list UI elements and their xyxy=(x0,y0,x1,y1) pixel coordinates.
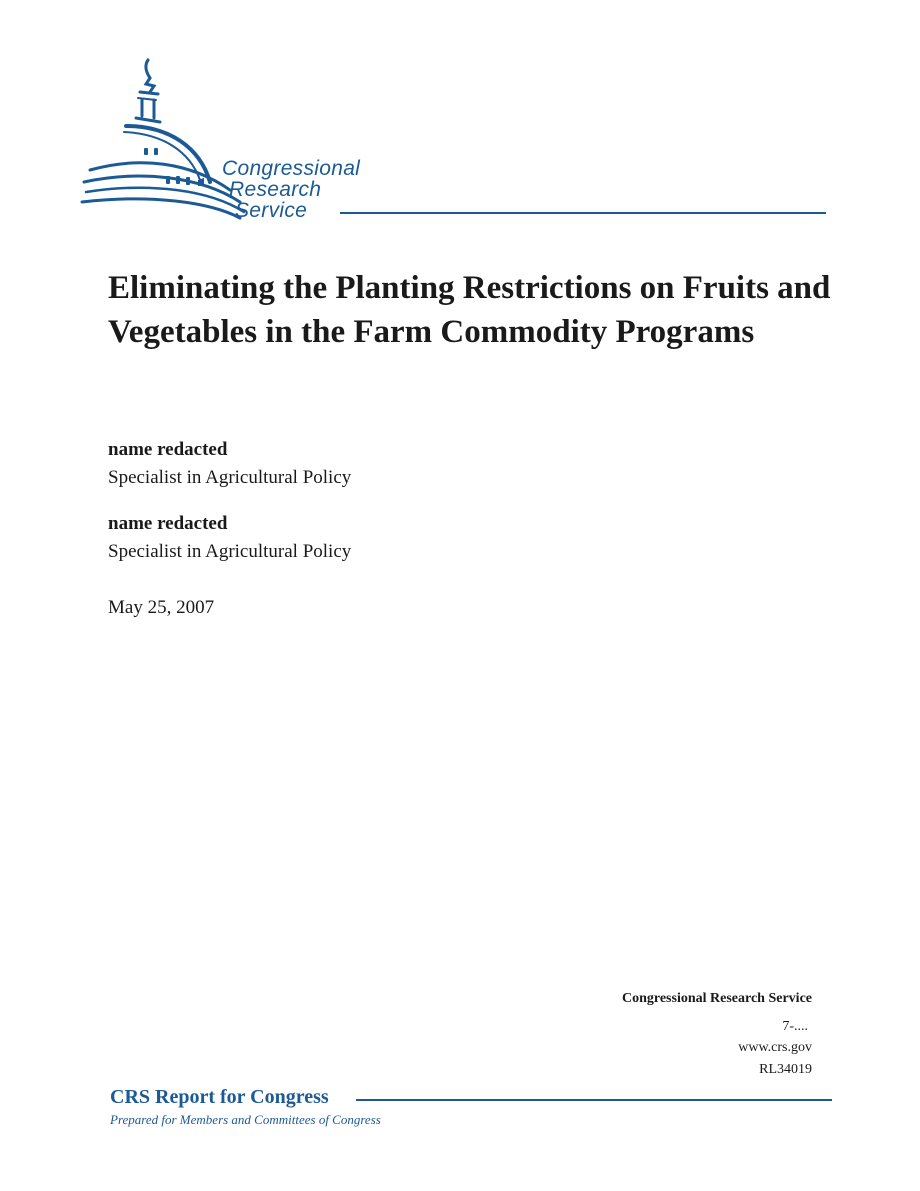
phone-number: 7-.... xyxy=(782,1019,808,1034)
logo-text-congressional: Congressional xyxy=(222,157,361,180)
logo-text-service: Service xyxy=(235,199,308,222)
author-name: name redacted xyxy=(108,439,228,460)
author-name: name redacted xyxy=(108,513,228,534)
footer-report-title: CRS Report for Congress xyxy=(110,1086,329,1108)
org-name: Congressional Research Service xyxy=(621,991,812,1006)
report-id: RL34019 xyxy=(759,1062,812,1077)
website-link[interactable]: www.crs.gov xyxy=(738,1040,812,1055)
logo-divider xyxy=(340,212,826,214)
report-date: May 25, 2007 xyxy=(108,597,215,618)
author-role: Specialist in Agricultural Policy xyxy=(108,467,352,488)
footer-subtitle: Prepared for Members and Committees of Congress xyxy=(110,1112,381,1127)
report-title: Eliminating the Planting Restrictions on Fruits and Vegetables in the Farm Commodity Programs xyxy=(108,270,831,350)
author-role: Specialist in Agricultural Policy xyxy=(108,541,352,562)
footer-divider xyxy=(356,1099,832,1101)
logo-text-research: Research xyxy=(229,178,322,201)
